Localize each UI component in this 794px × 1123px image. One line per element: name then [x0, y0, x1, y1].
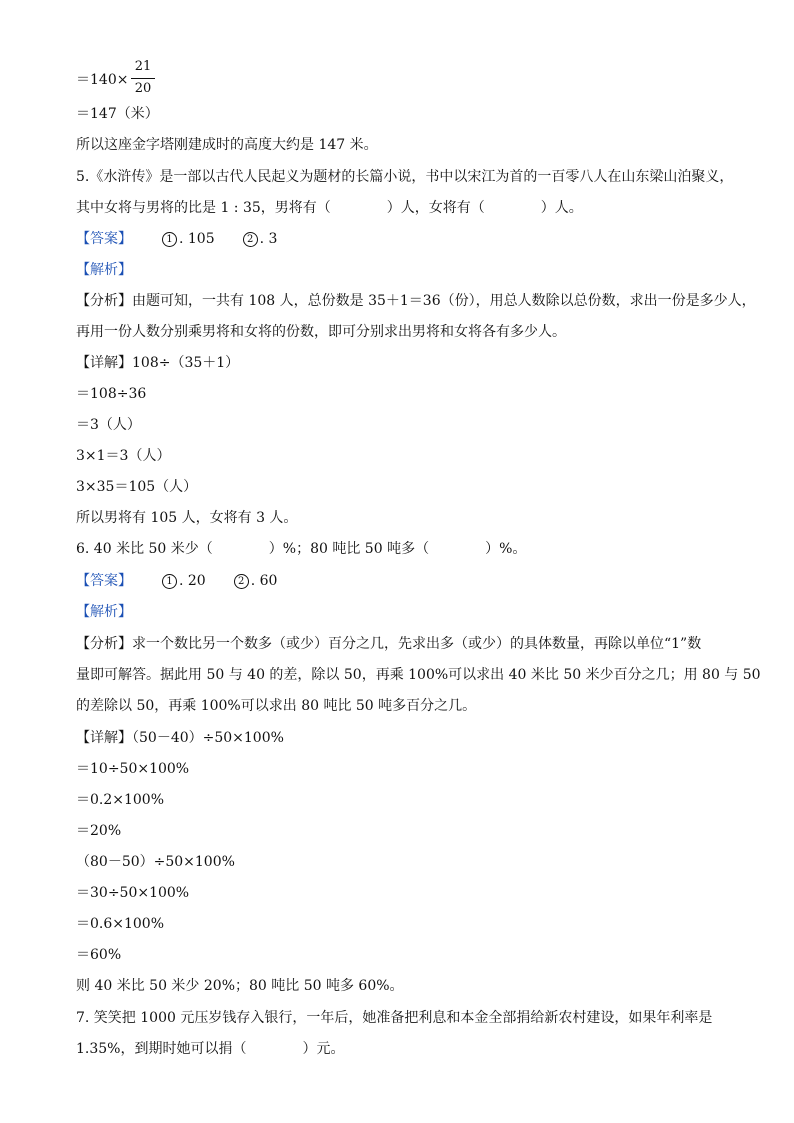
q6-conclusion: 则 40 米比 50 米少 20%；80 吨比 50 吨多 60%。 [76, 978, 404, 994]
q6-analysis-line-1: 【分析】求一个数比另一个数多（或少）百分之几，先求出多（或少）的具体数量，再除以单位“1”数 [76, 636, 702, 652]
question-6-line: 6. 40 米比 50 米少（ ）%；80 吨比 50 吨多（ ）%。 [76, 541, 527, 557]
q5-analysis-line-2: 再用一份人数分别乘男将和女将的份数，即可分别求出男将和女将各有多少人。 [76, 324, 566, 340]
q5-conclusion: 所以男将有 105 人，女将有 3 人。 [76, 510, 298, 526]
option-number-2: 2 [243, 232, 258, 247]
q6-analysis-line-2: 量即可解答。据此用 50 与 40 的差，除以 50，再乘 100%可以求出 40 米比 50 米少百分之几；用 80 与 50 [76, 667, 761, 683]
fraction-bar [131, 78, 155, 79]
q5-detail-line-1: 【详解】108÷（35＋1） [76, 355, 240, 371]
answer-value-2: . 3 [259, 231, 278, 247]
answer-label: 【答案】 [76, 231, 132, 247]
option-number-1: 1 [162, 232, 177, 247]
q6-detail-line-1: 【详解】（50－40）÷50×100% [76, 730, 284, 746]
question-5-line-2: 其中女将与男将的比是 1 : 35，男将有（ ）人，女将有（ ）人。 [76, 200, 583, 216]
fraction-numerator: 21 [134, 59, 152, 74]
conclusion-line: 所以这座金字塔刚建成时的高度大约是 147 米。 [76, 137, 378, 153]
q5-detail-line-2: ＝108÷36 [76, 386, 147, 402]
q6-analysis-line-3: 的差除以 50，再乘 100%可以求出 80 吨比 50 吨多百分之几。 [76, 698, 477, 714]
q6-detail-line-8: ＝60% [76, 947, 122, 963]
calc-line: ＝147（米） [76, 106, 159, 122]
q6-detail-line-7: ＝0.6×100% [76, 916, 165, 932]
fraction-prefix: ＝140× [76, 72, 129, 88]
answer-value-1: . 105 [179, 231, 215, 247]
q5-analysis-line-1: 【分析】由题可知，一共有 108 人，总份数是 35＋1＝36（份），用总人数除以总份数，求出一份是多少人， [76, 293, 756, 309]
analysis-label: 【解析】 [76, 604, 132, 620]
fraction [131, 58, 155, 98]
q6-detail-line-2: ＝10÷50×100% [76, 761, 190, 777]
q6-detail-line-3: ＝0.2×100% [76, 792, 165, 808]
q6-detail-line-4: ＝20% [76, 823, 122, 839]
q6-detail-line-5: （80－50）÷50×100% [76, 854, 235, 870]
analysis-label: 【解析】 [76, 262, 132, 278]
option-number-1: 1 [162, 574, 177, 589]
q5-detail-line-5: 3×35＝105（人） [76, 479, 198, 495]
answer-value-2: . 60 [250, 573, 278, 589]
answer-label: 【答案】 [76, 573, 132, 589]
question-7-line-2: 1.35%，到期时她可以捐（ ）元。 [76, 1041, 345, 1057]
q6-detail-line-6: ＝30÷50×100% [76, 885, 190, 901]
q5-detail-line-4: 3×1＝3（人） [76, 448, 171, 464]
q5-detail-line-3: ＝3（人） [76, 417, 141, 433]
answer-row-q5 [76, 229, 277, 249]
fraction-denominator: 20 [134, 81, 152, 96]
option-number-2: 2 [234, 574, 249, 589]
answer-row-q6 [76, 571, 277, 591]
answer-value-1: . 20 [179, 573, 206, 589]
question-5-line-1: 5.《水浒传》是一部以古代人民起义为题材的长篇小说，书中以宋江为首的一百零八人在山东梁山泊聚义， [76, 169, 734, 185]
question-7-line-1: 7. 笑笑把 1000 元压岁钱存入银行，一年后，她准备把利息和本金全部捐给新农村建设，如果年利率是 [76, 1010, 713, 1026]
